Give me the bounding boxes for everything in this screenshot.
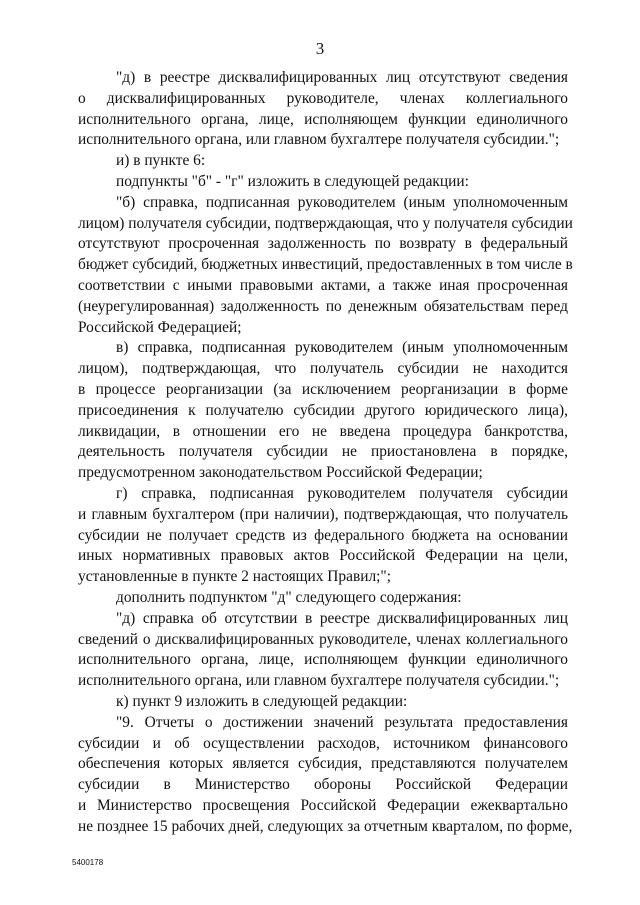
text-line: сведений о дисквалифицированных руководителе, членах коллегиального <box>78 630 568 648</box>
text-line: деятельность получателя субсидии не приостановлена в порядке, <box>78 443 568 461</box>
text-line: не позднее 15 рабочих дней, следующих за отчетным кварталом, по форме, <box>78 817 573 835</box>
text-line: исполнительного органа, или главном бухгалтере получателя субсидии."; <box>78 131 560 149</box>
text-line: в процессе реорганизации (за исключением реорганизации в форме <box>78 380 568 398</box>
text-line: "д) справка об отсутствии в реестре дисквалифицированных лиц <box>116 609 568 627</box>
text-line: "б) справка, подписанная руководителем (иным уполномоченным <box>116 193 568 211</box>
text-line: г) справка, подписанная руководителем получателя субсидии <box>116 484 568 502</box>
text-line: бюджет субсидий, бюджетных инвестиций, предоставленных в том числе в <box>78 256 573 274</box>
text-line: присоединения к получателю субсидии другого юридического лица), <box>78 401 568 419</box>
text-line: подпункты "б" - "г" изложить в следующей редакции: <box>116 172 469 190</box>
text-line: к) пункт 9 изложить в следующей редакции: <box>116 692 408 710</box>
text-line: дополнить подпунктом "д" следующего содержания: <box>116 588 462 606</box>
text-line: субсидии и об осуществлении расходов, источником финансового <box>78 734 568 752</box>
text-line: исполнительного органа, лице, исполняющем функции единоличного <box>78 651 568 669</box>
text-line: предусмотренном законодательством Российской Федерации; <box>78 464 483 482</box>
text-line: субсидии в Министерство обороны Российской Федерации <box>78 776 568 794</box>
text-line: соответствии с иными правовыми актами, а также иная просроченная <box>78 276 568 294</box>
text-line: исполнительного органа, или главном бухгалтере получателя субсидии."; <box>78 672 560 690</box>
document-body <box>78 68 573 837</box>
text-line: ликвидации, в отношении его не введена процедура банкротства, <box>78 422 568 440</box>
text-line: "д) в реестре дисквалифицированных лиц отсутствуют сведения <box>116 69 568 86</box>
text-line: и) в пункте 6: <box>116 152 206 170</box>
text-line: лицом), подтверждающая, что получатель субсидии не находится <box>78 360 568 378</box>
text-line: лицом) получателя субсидии, подтверждающая, что у получателя субсидии <box>78 214 573 232</box>
text-line: Российской Федерацией; <box>78 318 242 336</box>
text-line: и главным бухгалтером (при наличии), подтверждающая, что получатель <box>78 505 568 523</box>
text-line: субсидии не получает средств из федерального бюджета на основании <box>78 526 568 544</box>
document-code: 5400178 <box>72 858 104 867</box>
text-line: исполнительного органа, лице, исполняющем функции единоличного <box>78 110 568 128</box>
text-line: обеспечения которых является субсидия, представляются получателем <box>78 755 568 773</box>
text-line: иных нормативных правовых актов Российской Федерации на цели, <box>78 547 568 565</box>
text-line: о дисквалифицированных руководителе, членах коллегиального <box>78 89 568 107</box>
text-line: и Министерство просвещения Российской Федерации ежеквартально <box>78 796 568 814</box>
text-line: в) справка, подписанная руководителем (иным уполномоченным <box>116 339 568 357</box>
text-line: установленные в пункте 2 настоящих Правил;"; <box>78 568 391 586</box>
text-line: отсутствуют просроченная задолженность по возврату в федеральный <box>78 235 568 253</box>
text-line: (неурегулированная) задолженность по денежным обязательствам перед <box>78 297 568 315</box>
text-line: "9. Отчеты о достижении значений результата предоставления <box>116 713 568 731</box>
page-number: 3 <box>315 39 325 58</box>
